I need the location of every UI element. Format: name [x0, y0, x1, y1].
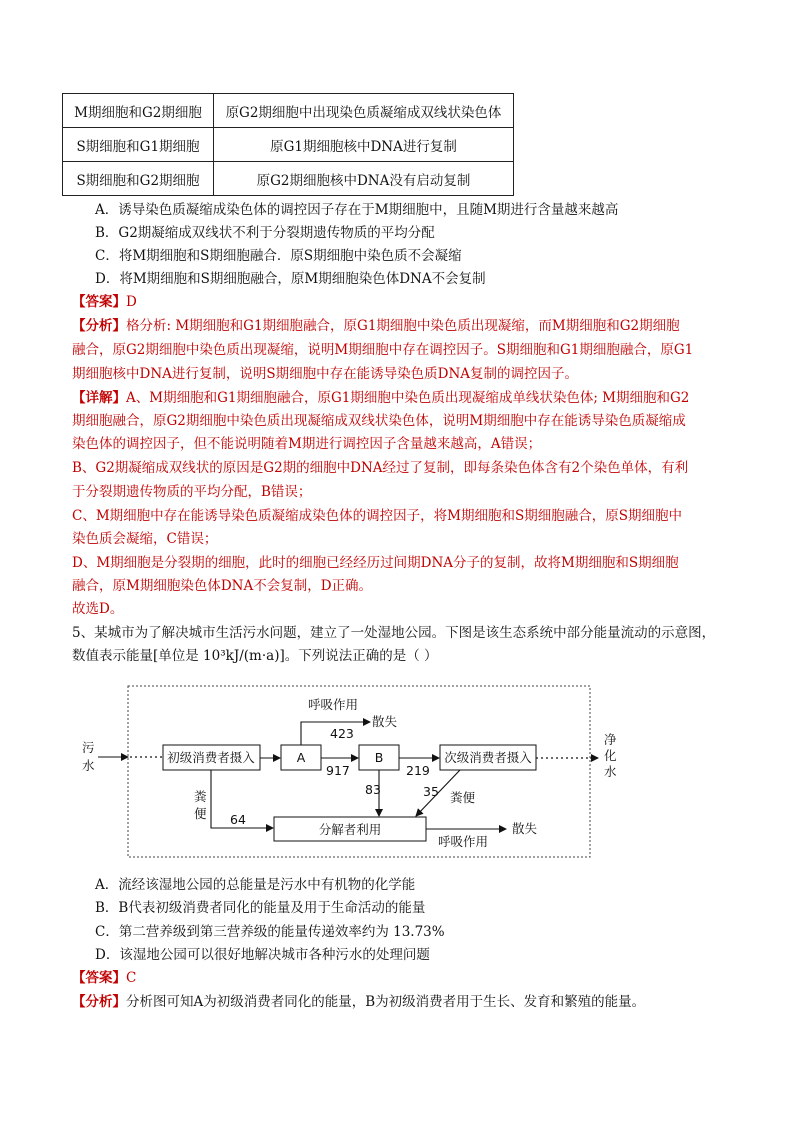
answer-value: D [126, 294, 137, 310]
table-cell: 原G2期细胞中出现染色质凝缩成双线状染色体 [214, 94, 514, 128]
secondary-feces-label: 粪便 [450, 790, 476, 805]
input-label: 污 [82, 740, 95, 755]
primary-feces-label: 粪 [194, 789, 207, 804]
primary-feces-label: 便 [194, 806, 207, 821]
table-cell: 原G1期细胞核中DNA进行复制 [214, 128, 514, 162]
table-row [63, 162, 514, 196]
output-label: 净 [604, 732, 617, 747]
detail-text: A、M期细胞和G1期细胞融合，原G1期细胞中染色质出现凝缩成单线状染色体; M期细胞和G2 [126, 390, 690, 406]
value-423: 423 [330, 726, 354, 741]
table-cell: S期细胞和G2期细胞 [63, 162, 214, 196]
q4-detail-line: D、M期细胞是分裂期的细胞，此时的细胞已经经历过间期DNA分子的复制，故将M期细胞和S期细胞 [72, 555, 679, 571]
analysis-text: 分析图可知A为初级消费者同化的能量，B为初级消费者用于生长、发育和繁殖的能量。 [126, 994, 646, 1010]
q4-detail-line: B、G2期凝缩成双线状的原因是G2期的细胞中DNA经过了复制，即每条染色体含有2个染色单体，有利 [72, 460, 689, 476]
value-83: 83 [365, 782, 381, 797]
table-cell: 原G2期细胞核中DNA没有启动复制 [214, 162, 514, 196]
q4-option-c: C．将M期细胞和S期细胞融合．原S期细胞中染色质不会凝缩 [95, 248, 462, 264]
q4-option-d: D．将M期细胞和S期细胞融合，原M期细胞染色体DNA不会复制 [95, 271, 486, 287]
q4-option-a: A．诱导染色质凝缩成染色体的调控因子存在于M期细胞中，且随M期进行含量越来越高 [95, 202, 619, 218]
value-917: 917 [326, 763, 350, 778]
q4-analysis-line: 期细胞核中DNA进行复制，说明S期细胞中存在能诱导染色质DNA复制的调控因子。 [72, 366, 579, 382]
value-35: 35 [423, 784, 439, 799]
q4-detail-line: 融合，原M期细胞染色体DNA不会复制，D正确。 [72, 578, 373, 594]
table-row [63, 128, 514, 162]
table-row [63, 94, 514, 128]
analysis-tag: 【分析】 [72, 318, 126, 334]
q4-detail-line: 于分裂期遗传物质的平均分配，B错误； [72, 484, 312, 500]
q4-analysis-line [72, 318, 680, 335]
q5-option-b: B．B代表初级消费者同化的能量及用于生命活动的能量 [95, 900, 426, 916]
q4-answer [72, 294, 137, 311]
analysis-text: 格分析: M期细胞和G1期细胞融合，原G1期细胞中染色质出现凝缩，而M期细胞和G2期细胞 [126, 318, 680, 334]
input-label: 水 [82, 758, 95, 773]
answer-tag: 【答案】 [72, 970, 126, 986]
output-label: 水 [604, 764, 617, 779]
q5-option-a: A．流经该湿地公园的总能量是污水中有机物的化学能 [95, 877, 416, 893]
dissipate-top-label: 散失 [372, 714, 398, 729]
respiration-bottom-label: 呼吸作用 [438, 834, 489, 849]
box-b-label: B [374, 750, 384, 765]
output-label: 化 [604, 748, 617, 763]
respiration-top-label: 呼吸作用 [308, 697, 359, 712]
answer-value: C [126, 970, 137, 986]
energy-flow-diagram [70, 680, 630, 870]
q5-answer [72, 970, 136, 987]
box-a-label: A [296, 750, 306, 765]
dissipate-bottom-label: 散失 [512, 821, 538, 836]
q4-detail-line: 染色体的调控因子，但不能说明随着M期进行调控因子含量越来越高，A错误； [72, 436, 542, 452]
q5-option-c: C．第二营养级到第三营养级的能量传递效率约为 13.73% [95, 924, 445, 940]
table-cell: M期细胞和G2期细胞 [63, 94, 214, 128]
q4-option-b: B．G2期凝缩成双线状不利于分裂期遗传物质的平均分配 [95, 225, 435, 241]
q4-detail-line: 故选D。 [72, 601, 124, 617]
q4-analysis-line: 融合，原G2期细胞中染色质出现凝缩，说明M期细胞中存在调控因子。S期细胞和G1期细胞融合，原G1 [72, 342, 694, 358]
q4-detail-line: C、M期细胞中存在能诱导染色质凝缩成染色体的调控因子，将M期细胞和S期细胞融合，原S期细胞中 [72, 508, 682, 524]
q5-option-d: D．该湿地公园可以很好地解决城市各种污水的处理问题 [95, 947, 430, 963]
q4-detail-line: 染色质会凝缩，C错误； [72, 531, 218, 547]
answer-tag: 【答案】 [72, 294, 126, 310]
q5-stem-line: 5、某城市为了解决城市生活污水问题，建立了一处湿地公园。下图是该生态系统中部分能量流动的示意图， [72, 625, 716, 641]
secondary-consumer-intake-label: 次级消费者摄入 [444, 750, 532, 765]
value-219: 219 [406, 763, 430, 778]
q4-detail-line [72, 390, 689, 407]
q4-detail-line: 期细胞融合，原G2期细胞中染色质出现凝缩成双线状染色体，说明M期细胞中存在能诱导染色质凝缩成 [72, 413, 686, 429]
analysis-tag: 【分析】 [72, 994, 126, 1010]
primary-consumer-intake-label: 初级消费者摄入 [167, 750, 255, 765]
value-64: 64 [230, 812, 246, 827]
q5-stem-line: 数值表示能量[单位是 10³kJ/(m·a)]。下列说法正确的是（ ） [72, 648, 438, 664]
decomposer-label: 分解者利用 [318, 822, 382, 837]
cell-fusion-table [62, 93, 514, 196]
table-cell: S期细胞和G1期细胞 [63, 128, 214, 162]
detail-tag: 【详解】 [72, 390, 126, 406]
q5-analysis [72, 994, 645, 1011]
